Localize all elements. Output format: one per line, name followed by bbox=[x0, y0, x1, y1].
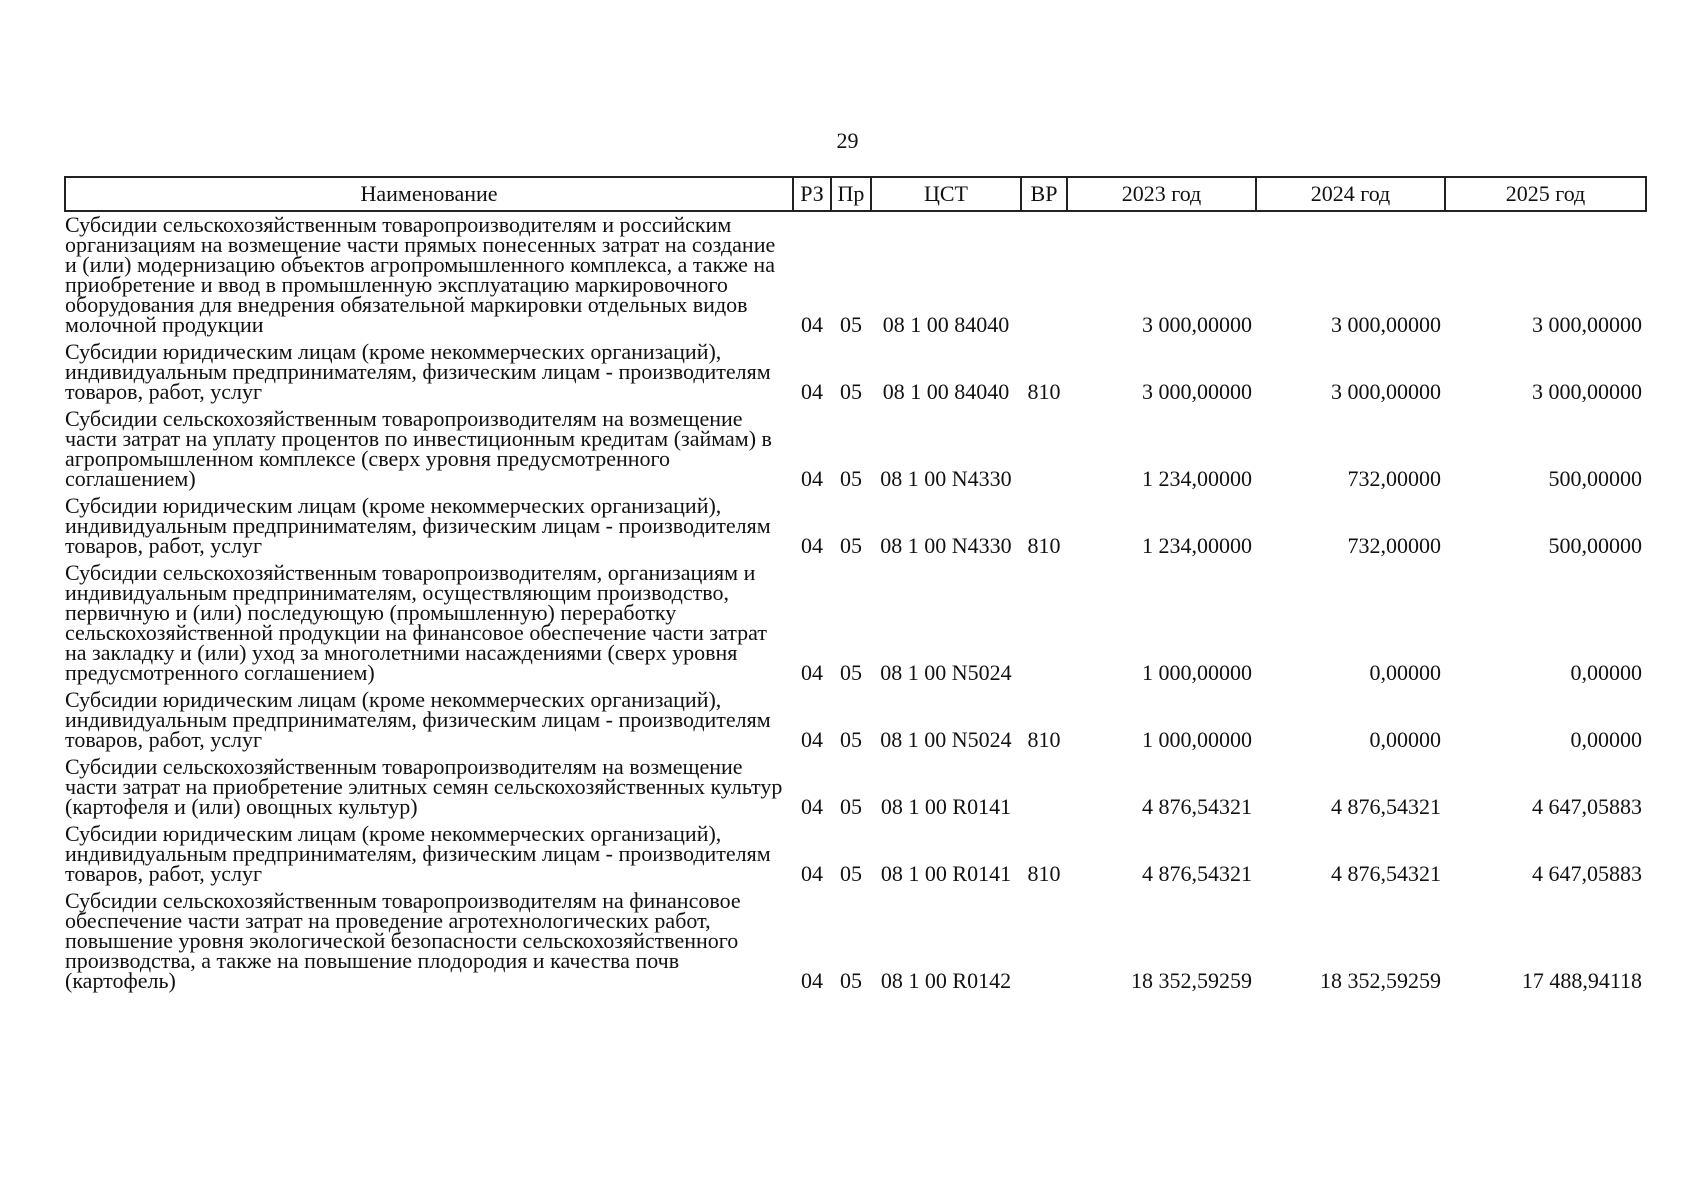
table-row bbox=[65, 211, 1646, 339]
row-name-cell bbox=[65, 754, 793, 821]
row-name: Субсидии сельскохозяйственным товаропроизводителям на финансовое обеспечение части затрат на проведение агротехнологических работ, повышение уровня экологической безопасности сельскохозяйственного производства, а также на повышение плодородия и качества почв (картофель) bbox=[65, 888, 741, 993]
row-vr bbox=[1021, 754, 1067, 821]
row-pr: 05 bbox=[840, 533, 862, 558]
table-row bbox=[65, 754, 1646, 821]
row-cst: 08 1 00 84040 bbox=[882, 379, 1010, 404]
row-2023: 4 876,54321 bbox=[1142, 861, 1252, 886]
row-cst: 08 1 00 R0141 bbox=[880, 794, 1012, 819]
table-row bbox=[65, 888, 1646, 995]
row-name-cell bbox=[65, 211, 793, 339]
header-row bbox=[65, 177, 1646, 211]
table-row bbox=[65, 406, 1646, 493]
row-vr: 810 bbox=[1027, 379, 1061, 404]
row-rz: 04 bbox=[801, 312, 823, 337]
row-cst: 08 1 00 N5024 bbox=[880, 660, 1012, 685]
row-2024: 732,00000 bbox=[1347, 466, 1441, 491]
row-rz: 04 bbox=[801, 968, 823, 993]
row-2025: 3 000,00000 bbox=[1532, 379, 1642, 404]
row-name-cell bbox=[65, 888, 793, 995]
header-name: Наименование bbox=[65, 177, 793, 211]
row-rz: 04 bbox=[801, 794, 823, 819]
row-2025: 17 488,94118 bbox=[1521, 968, 1642, 993]
row-2024: 732,00000 bbox=[1347, 533, 1441, 558]
table-row bbox=[65, 687, 1646, 754]
row-name-cell bbox=[65, 339, 793, 406]
budget-table bbox=[64, 176, 1647, 995]
row-name: Субсидии юридическим лицам (кроме некоммерческих организаций), индивидуальным предпринимателям, физическим лицам - производителям товаров, работ, услуг bbox=[65, 687, 771, 752]
row-pr: 05 bbox=[840, 794, 862, 819]
row-2023: 3 000,00000 bbox=[1142, 312, 1252, 337]
row-pr: 05 bbox=[840, 379, 862, 404]
header-cst: ЦСТ bbox=[871, 177, 1021, 211]
row-name: Субсидии сельскохозяйственным товаропроизводителям, организациям и индивидуальным предпринимателям, осуществляющим производство, первичную и (или) последующую (промышленную) переработку сельскохозяйственной продукции на финансовое обеспечение части затрат на закладку и (или) уход за многолетними насаждениями (сверх уровня предусмотренного соглашением) bbox=[65, 560, 767, 685]
row-2023: 18 352,59259 bbox=[1131, 968, 1252, 993]
table-header bbox=[65, 177, 1646, 211]
row-cst: 08 1 00 R0141 bbox=[880, 861, 1012, 886]
table-body bbox=[65, 211, 1646, 995]
header-pr: Пр bbox=[831, 177, 871, 211]
header-rz: РЗ bbox=[793, 177, 831, 211]
row-name: Субсидии юридическим лицам (кроме некоммерческих организаций), индивидуальным предпринимателям, физическим лицам - производителям товаров, работ, услуг bbox=[65, 493, 771, 558]
row-2024: 4 876,54321 bbox=[1331, 861, 1441, 886]
row-pr: 05 bbox=[840, 466, 862, 491]
row-cst: 08 1 00 N4330 bbox=[880, 466, 1012, 491]
row-rz: 04 bbox=[801, 660, 823, 685]
row-2025: 4 647,05883 bbox=[1532, 861, 1642, 886]
row-name-cell bbox=[65, 687, 793, 754]
row-2023: 1 234,00000 bbox=[1142, 533, 1252, 558]
row-cst: 08 1 00 R0142 bbox=[880, 968, 1012, 993]
row-name-cell bbox=[65, 560, 793, 687]
row-rz: 04 bbox=[801, 533, 823, 558]
row-2024: 3 000,00000 bbox=[1331, 312, 1441, 337]
row-2025: 500,00000 bbox=[1548, 533, 1642, 558]
row-cst: 08 1 00 N4330 bbox=[880, 533, 1012, 558]
row-vr bbox=[1021, 560, 1067, 687]
row-pr: 05 bbox=[840, 660, 862, 685]
row-vr bbox=[1021, 211, 1067, 339]
row-pr: 05 bbox=[840, 312, 862, 337]
row-2025: 0,00000 bbox=[1570, 727, 1642, 752]
header-2024: 2024 год bbox=[1256, 177, 1445, 211]
table-row bbox=[65, 560, 1646, 687]
row-cst: 08 1 00 84040 bbox=[882, 312, 1010, 337]
row-vr bbox=[1021, 888, 1067, 995]
row-name: Субсидии юридическим лицам (кроме некоммерческих организаций), индивидуальным предпринимателям, физическим лицам - производителям товаров, работ, услуг bbox=[65, 821, 771, 886]
row-2023: 1 234,00000 bbox=[1142, 466, 1252, 491]
row-pr: 05 bbox=[840, 727, 862, 752]
row-name: Субсидии юридическим лицам (кроме некоммерческих организаций), индивидуальным предпринимателям, физическим лицам - производителям товаров, работ, услуг bbox=[65, 339, 771, 404]
header-2025: 2025 год bbox=[1445, 177, 1646, 211]
row-rz: 04 bbox=[801, 727, 823, 752]
table-row bbox=[65, 339, 1646, 406]
row-rz: 04 bbox=[801, 379, 823, 404]
row-name: Субсидии сельскохозяйственным товаропроизводителям и российским организациям на возмещение части прямых понесенных затрат на создание и (или) модернизацию объектов агропромышленного комплекса, а также на приобретение и ввод в промышленную эксплуатацию маркировочного оборудования для внедрения обязательной маркировки отдельных видов молочной продукции bbox=[65, 212, 776, 337]
row-name-cell bbox=[65, 406, 793, 493]
row-2025: 0,00000 bbox=[1570, 660, 1642, 685]
row-vr bbox=[1021, 406, 1067, 493]
row-pr: 05 bbox=[840, 861, 862, 886]
row-2023: 1 000,00000 bbox=[1142, 727, 1252, 752]
page-number: 29 bbox=[836, 128, 859, 153]
row-name-cell bbox=[65, 821, 793, 888]
header-vr: ВР bbox=[1021, 177, 1067, 211]
header-2023: 2023 год bbox=[1067, 177, 1256, 211]
row-2024: 18 352,59259 bbox=[1320, 968, 1441, 993]
row-2023: 4 876,54321 bbox=[1142, 794, 1252, 819]
row-rz: 04 bbox=[801, 861, 823, 886]
row-vr: 810 bbox=[1027, 861, 1061, 886]
row-2024: 0,00000 bbox=[1369, 660, 1441, 685]
row-name: Субсидии сельскохозяйственным товаропроизводителям на возмещение части затрат на приобретение элитных семян сельскохозяйственных культур (картофеля и (или) овощных культур) bbox=[65, 754, 783, 819]
row-2025: 4 647,05883 bbox=[1532, 794, 1642, 819]
row-rz: 04 bbox=[801, 466, 823, 491]
row-cst: 08 1 00 N5024 bbox=[880, 727, 1012, 752]
row-name: Субсидии сельскохозяйственным товаропроизводителям на возмещение части затрат на уплату процентов по инвестиционным кредитам (займам) в агропромышленном комплексе (сверх уровня предусмотренного соглашением) bbox=[65, 406, 772, 491]
table-row bbox=[65, 493, 1646, 560]
row-name-cell bbox=[65, 493, 793, 560]
row-2023: 3 000,00000 bbox=[1142, 379, 1252, 404]
row-2023: 1 000,00000 bbox=[1142, 660, 1252, 685]
row-2024: 3 000,00000 bbox=[1331, 379, 1441, 404]
row-vr: 810 bbox=[1027, 533, 1061, 558]
row-2025: 3 000,00000 bbox=[1532, 312, 1642, 337]
table-row bbox=[65, 821, 1646, 888]
row-pr: 05 bbox=[840, 968, 862, 993]
row-2025: 500,00000 bbox=[1548, 466, 1642, 491]
row-2024: 0,00000 bbox=[1369, 727, 1441, 752]
row-vr: 810 bbox=[1027, 727, 1061, 752]
row-2024: 4 876,54321 bbox=[1331, 794, 1441, 819]
